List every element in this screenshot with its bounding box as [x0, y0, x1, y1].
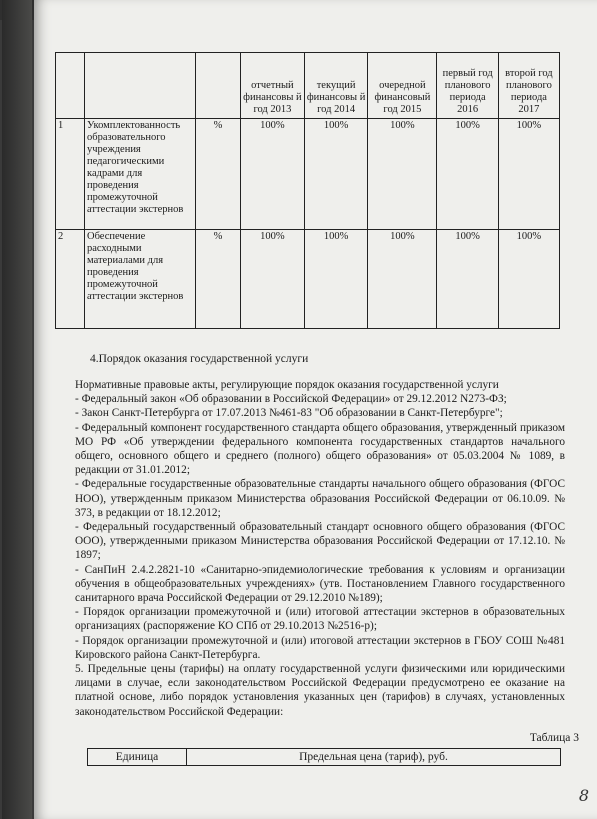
paragraph: - Закон Санкт-Петербурга от 17.07.2013 №461-83 "Об образовании в Санкт-Петербурге"; — [75, 407, 503, 420]
row-unit: % — [196, 230, 241, 329]
header-name — [85, 53, 196, 119]
indicators-table — [55, 52, 560, 329]
row-value-2016: 100% — [437, 230, 498, 329]
paragraph: Нормативные правовые акты, регулирующие порядок оказания государственной услуги — [75, 379, 499, 391]
paragraph: - СанПиН 2.4.2.2821-10 «Санитарно-эпидемиологические требования к условиям и организации обучения в общеобразовательных учреждениях» (утв. Постановлением Главного государственного санитарного врача Российской Федерации от 29.12.2010 №189); — [75, 563, 565, 605]
scan-left-edge — [2, 0, 32, 819]
paragraph: - Порядок организации промежуточной и (или) итоговой аттестации экстернов в образовательных организациях (распоряжение КО СПб от 29.10.2013 №2516-р); — [75, 606, 565, 633]
row-value-2013: 100% — [241, 119, 305, 230]
section-4-title: 4.Порядок оказания государственной услуги — [90, 353, 309, 365]
table-caption: Таблица 3 — [529, 732, 579, 744]
row-num: 2 — [56, 230, 85, 329]
indicators-header-row — [56, 53, 560, 119]
header-price: Предельная цена (тариф), руб. — [187, 749, 561, 766]
table-row — [56, 230, 560, 329]
paragraph: - Федеральный компонент государственного стандарта общего образования, утвержденный приказом МО РФ «Об утверждении федерального компонента государственных стандартов начального общего, основного общего и среднего (полного) общего образования» от 05.03.2004 № 1089, в редакции от 31.01.2012; — [75, 421, 565, 477]
header-2013: отчетный финансовы й год 2013 — [241, 53, 305, 119]
section-4-body — [75, 378, 565, 662]
paragraph: - Федеральный государственный образовательный стандарт основного общего образования (ФГОС ООО), утвержденными приказом Министерства образования Российской Федерации от 17.12.10. № 1897; — [75, 521, 565, 562]
paragraph: - Федеральный закон «Об образовании в Российской Федерации» от 29.12.2012 N273-ФЗ; — [75, 393, 507, 406]
row-num: 1 — [56, 119, 85, 230]
header-2016: первый год планового периода 2016 — [437, 53, 498, 119]
row-unit: % — [196, 119, 241, 230]
price-header-row — [88, 749, 561, 766]
row-value-2017: 100% — [498, 230, 559, 329]
row-name: Укомплектованность образовательного учреждения педагогическими кадрами для проведения промежуточной аттестации экстернов — [85, 119, 196, 230]
row-value-2017: 100% — [498, 119, 559, 230]
page-number: 8 — [578, 786, 589, 805]
row-value-2016: 100% — [437, 119, 498, 230]
section-5-body: 5. Предельные цены (тарифы) на оплату государственной услуги физическими или юридическими лицами в случае, если законодательством Российской Федерации предусмотрено ее оказание на платной основе, либо порядок установления указанных цен (тарифов) в случаях, установленных законодательством Российской Федерации: — [75, 663, 565, 718]
row-value-2014: 100% — [304, 119, 368, 230]
row-name: Обеспечение расходными материалами для проведения промежуточной аттестации экстернов — [85, 230, 196, 329]
price-table — [87, 748, 561, 766]
header-num — [56, 53, 85, 119]
row-value-2015: 100% — [368, 119, 437, 230]
header-2014: текущий финансовы й год 2014 — [304, 53, 368, 119]
paragraph: - Порядок организации промежуточной и (или) итоговой аттестации экстернов в ГБОУ СОШ №481 Кировского района Санкт-Петербурга. — [75, 634, 565, 661]
header-unit: Единица — [88, 749, 187, 766]
header-2017: второй год планового периода 2017 — [498, 53, 559, 119]
row-value-2014: 100% — [304, 230, 368, 329]
row-value-2013: 100% — [241, 230, 305, 329]
header-unit — [196, 53, 241, 119]
row-value-2015: 100% — [368, 230, 437, 329]
table-row — [56, 119, 560, 230]
header-2015: очередной финансовый год 2015 — [368, 53, 437, 119]
paragraph: - Федеральные государственные образовательные стандарты начального общего образования (ФГОС НОО), утвержденным приказом Министерства образования Российской Федерации от 06.10.09. № 373, в редакции от 18.12.2012; — [75, 478, 565, 519]
